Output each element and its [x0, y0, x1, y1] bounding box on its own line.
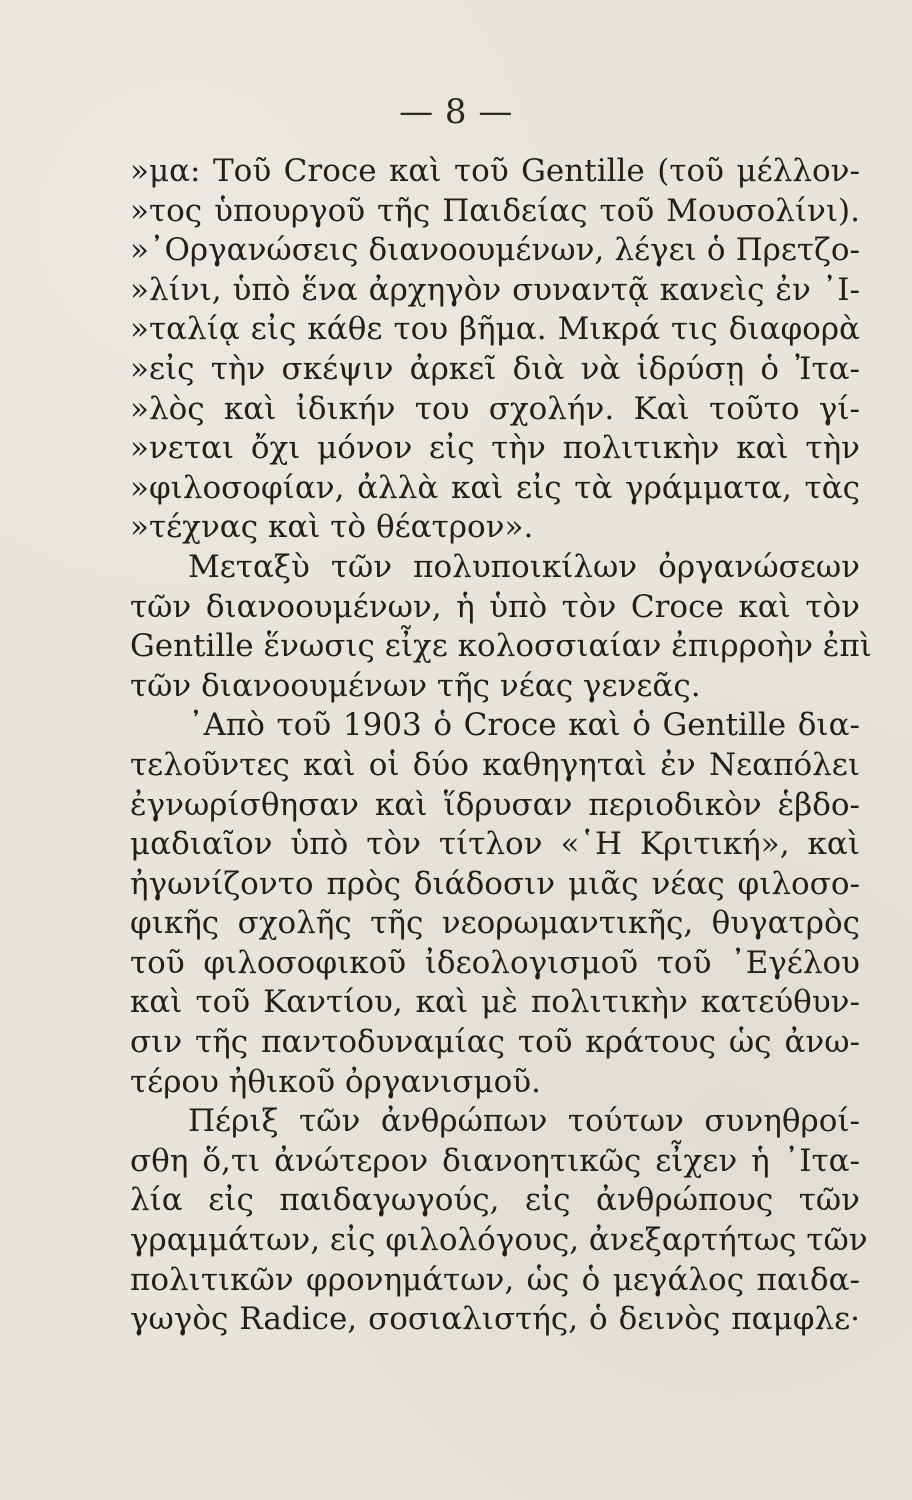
text-line: γραμμάτων, εἰς φιλολόγους, ἀνεξαρτήτως τῶν — [130, 1222, 868, 1259]
text-line: μαδιαῖον ὑπὸ τὸν τίτλον «῾Η Κριτική», καὶ — [130, 826, 860, 863]
page-number: — 8 — — [399, 92, 513, 132]
text-line: »ταλίᾳ εἰς κάθε του βῆμα. Μικρά τις διαφορὰ — [130, 311, 860, 348]
text-line: λία εἰς παιδαγωγούς, εἰς ἀνθρώπους τῶν — [130, 1182, 860, 1219]
text-line: »τος ὑπουργοῦ τῆς Παιδείας τοῦ Μουσολίνι). — [130, 192, 860, 229]
text-line: τῶν διανοουμένων, ἡ ὑπὸ τὸν Croce καὶ τὸν — [130, 588, 860, 625]
body-text — [130, 152, 872, 1340]
text-line: τέρου ἠθικοῦ ὀργανισμοῦ. — [130, 1063, 541, 1100]
text-line: σιν τῆς παντοδυναμίας τοῦ κράτους ὡς ἀνω- — [130, 1024, 860, 1061]
text-line: »λὸς καὶ ἰδικήν του σχολήν. Καὶ τοῦτο γί- — [130, 390, 860, 427]
text-line: »μα: Τοῦ Croce καὶ τοῦ Gentille (τοῦ μέλλον- — [130, 153, 860, 189]
text-line: γωγὸς Radice, σοσιαλιστής, ὁ δεινὸς παμφλε· — [130, 1301, 860, 1338]
text-line: »φιλοσοφίαν, ἀλλὰ καὶ εἰς τὰ γράμματα, τὰς — [130, 469, 860, 506]
text-line: ἠγωνίζοντο πρὸς διάδοσιν μιᾶς νέας φιλοσο- — [130, 865, 860, 902]
text-line: »᾿Οργανώσεις διανοουμένων, λέγει ὁ Πρετζο- — [130, 232, 860, 269]
text-line: »εἰς τὴν σκέψιν ἀρκεῖ διὰ νὰ ἱδρύσῃ ὁ Ἰτα- — [130, 350, 860, 387]
paragraph-first-line: ᾿Απὸ τοῦ 1903 ὁ Croce καὶ ὁ Gentille δια- — [188, 707, 860, 744]
text-line: φικῆς σχολῆς τῆς νεορωμαντικῆς, θυγατρὸς — [130, 905, 860, 942]
text-line: τοῦ φιλοσοφικοῦ ἰδεολογισμοῦ τοῦ ᾿Εγέλου — [130, 944, 860, 981]
text-line: Gentille ἕνωσις εἶχε κολοσσιαίαν ἐπιρροὴν ἐπὶ — [130, 628, 872, 665]
text-line: τῶν διανοουμένων τῆς νέας γενεᾶς. — [130, 667, 701, 704]
text-line: πολιτικῶν φρονημάτων, ὡς ὁ μεγάλος παιδα- — [130, 1261, 860, 1298]
text-line: καὶ τοῦ Καντίου, καὶ μὲ πολιτικὴν κατεύθυν- — [130, 984, 860, 1021]
paragraph-first-line: Μεταξὺ τῶν πολυποικίλων ὀργανώσεων — [188, 548, 860, 585]
text-line: »λίνι, ὑπὸ ἕνα ἀρχηγὸν συναντᾷ κανεὶς ἐν ᾿Ι- — [130, 271, 860, 308]
text-line: ἐγνωρίσθησαν καὶ ἵδρυσαν περιοδικὸν ἑβδο- — [130, 786, 860, 823]
paragraph-first-line: Πέριξ τῶν ἀνθρώπων τούτων συνηθροί- — [188, 1103, 860, 1140]
text-line: »νεται ὄχι μόνον εἰς τὴν πολιτικὴν καὶ τὴν — [130, 430, 860, 467]
text-line: σθη ὅ,τι ἀνώτερον διανοητικῶς εἶχεν ἡ ᾿Ιτα- — [130, 1142, 860, 1179]
text-line: τελοῦντες καὶ οἱ δύο καθηγηταὶ ἐν Νεαπόλει — [130, 746, 860, 783]
text-line: »τέχνας καὶ τὸ θέατρον». — [130, 509, 534, 546]
